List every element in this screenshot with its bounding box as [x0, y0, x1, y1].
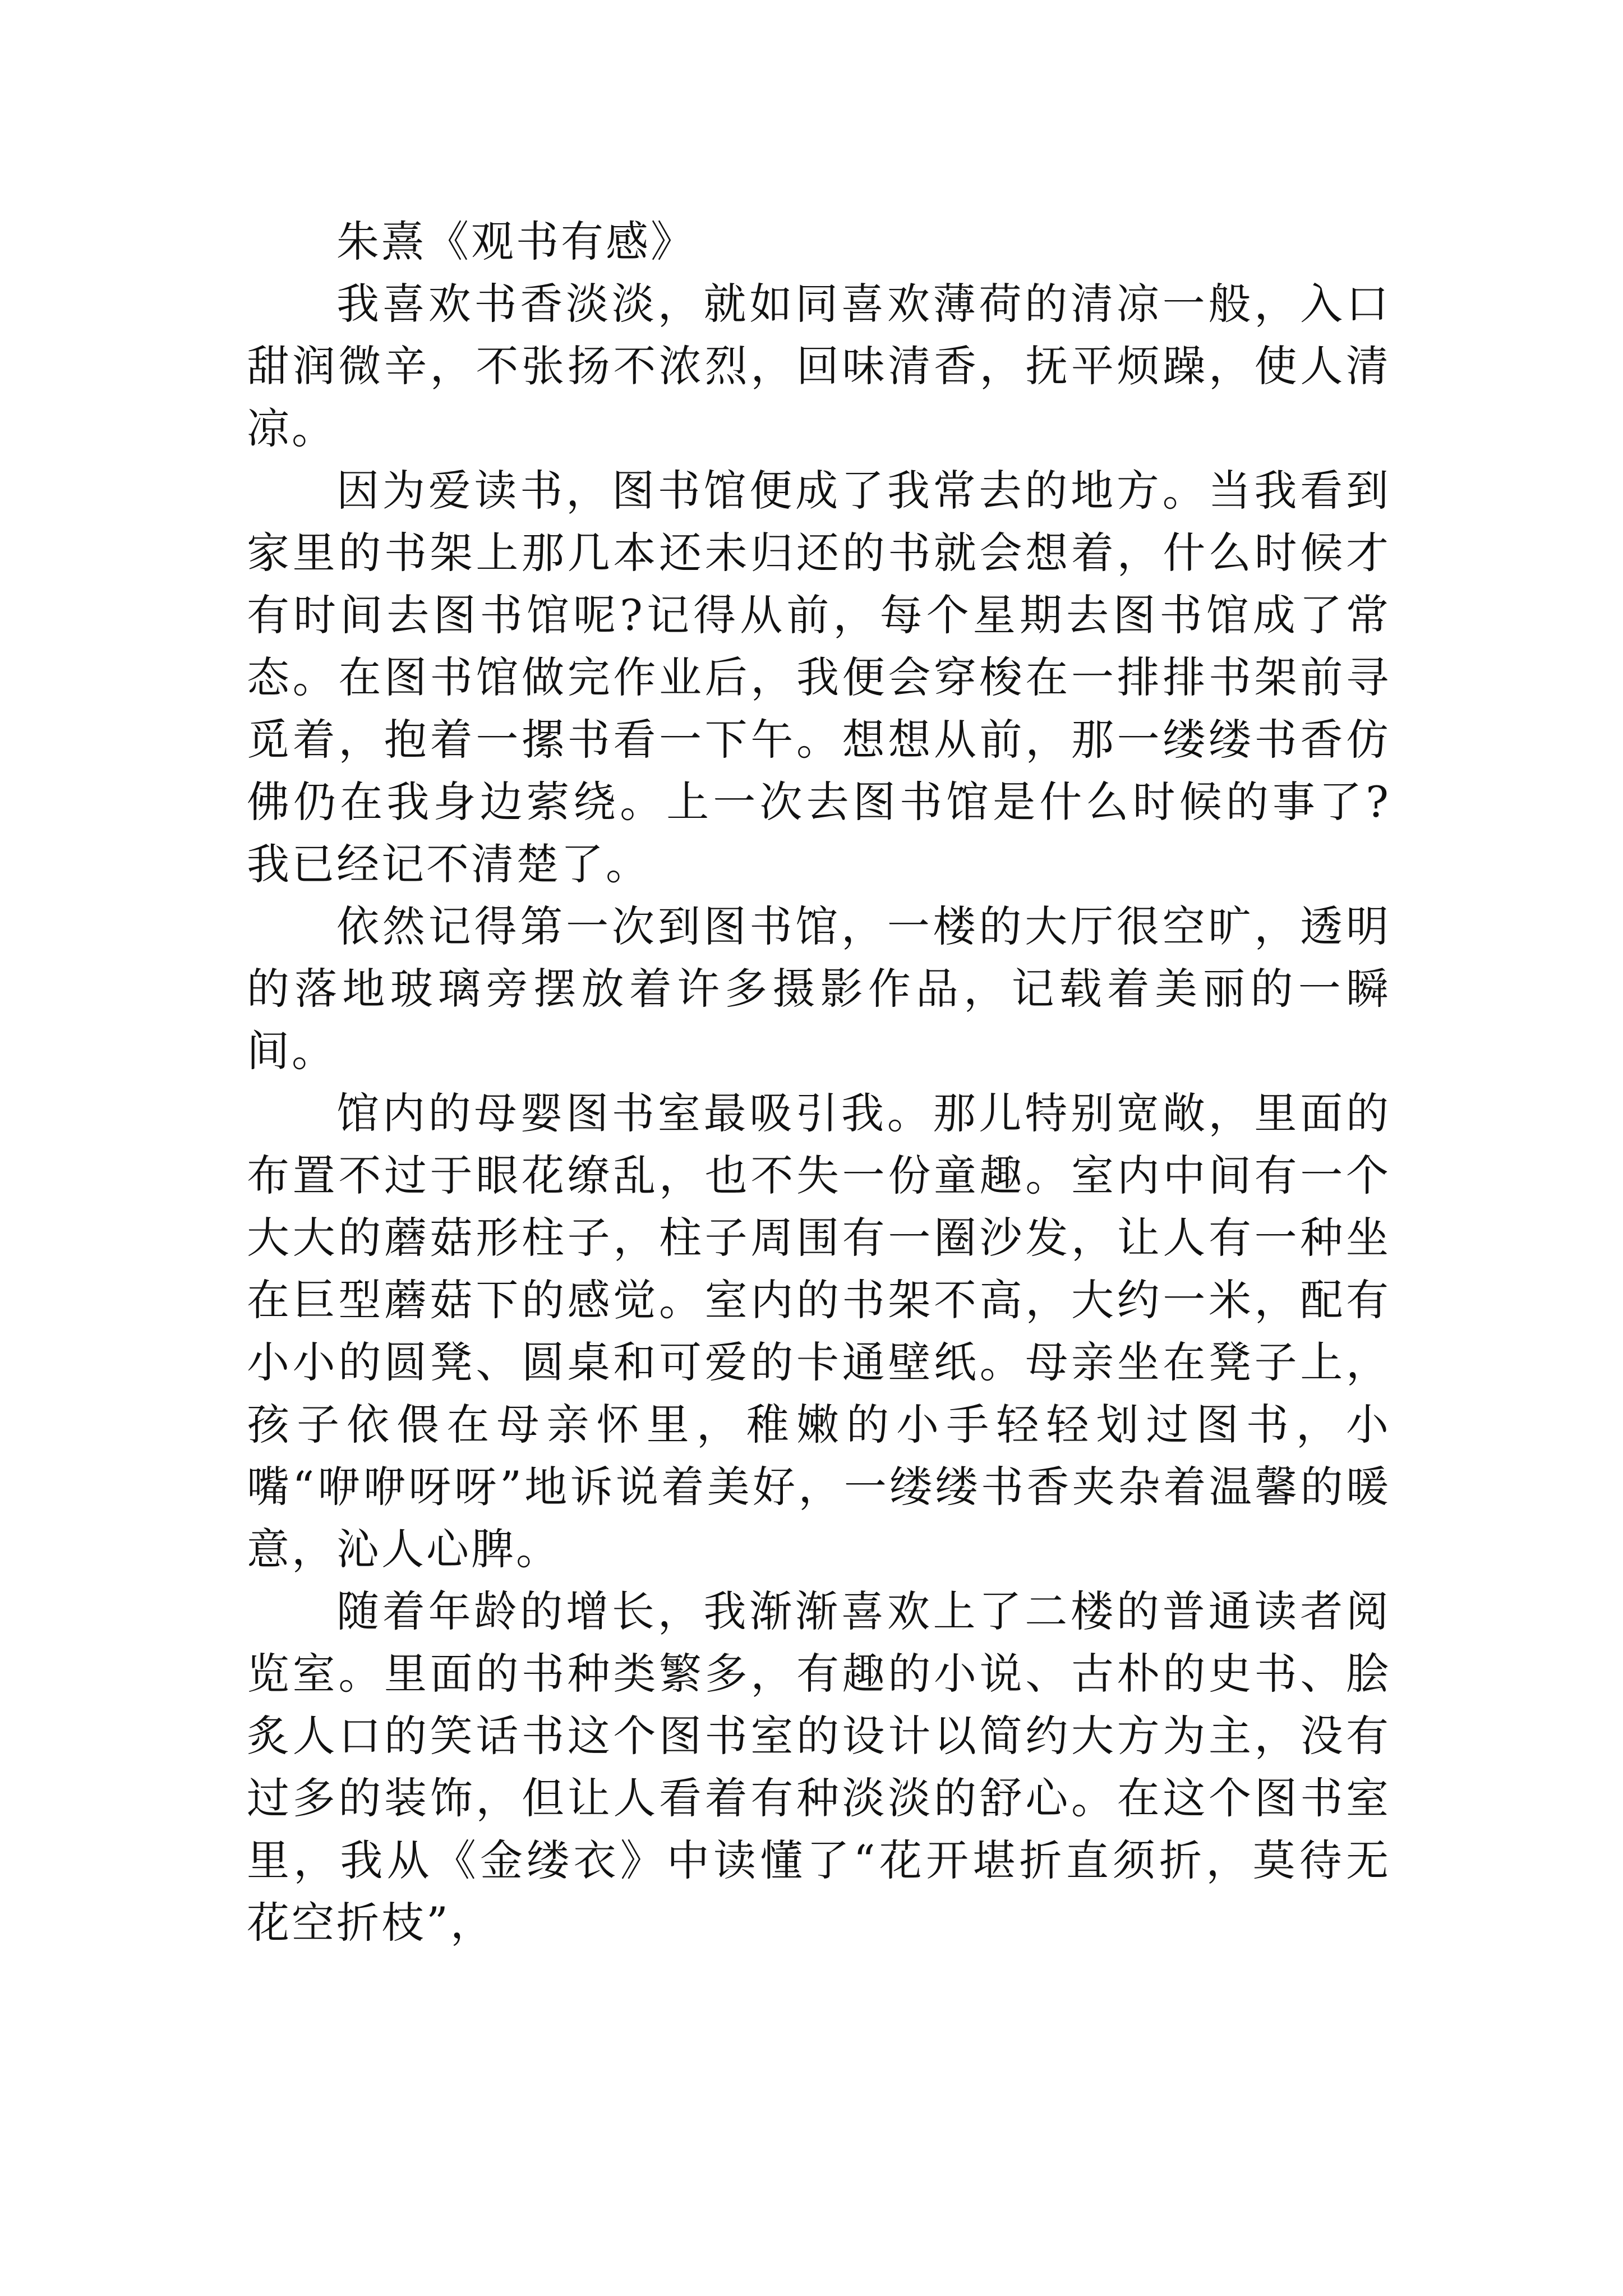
paragraph: 因为爱读书，图书馆便成了我常去的地方。当我看到家里的书架上那几本还未归还的书就会想着，什么时候才有时间去图书馆呢?记得从前，每个星期去图书馆成了常态。在图书馆做完作业后，我便会穿梭在一排排书架前寻觅着，抱着一摞书看一下午。想想从前，那一缕缕书香仿佛仍在我身边萦绕。上一次去图书馆是什么时候的事了?我已经记不清楚了。: [247, 466, 1391, 889]
paragraph: 随着年龄的增长，我渐渐喜欢上了二楼的普通读者阅览室。里面的书种类繁多，有趣的小说、古朴的史书、脍炙人口的笑话书这个图书室的设计以简约大方为主，没有过多的装饰，但让人看着有种淡淡的舒心。在这个图书室里，我从《金缕衣》中读懂了“花开堪折直须折，莫待无花空折枝”，: [247, 1586, 1391, 1948]
document-title: 朱熹《观书有感》: [336, 217, 695, 266]
paragraph: 依然记得第一次到图书馆，一楼的大厅很空旷，透明的落地玻璃旁摆放着许多摄影作品，记载着美丽的一瞬间。: [247, 901, 1391, 1076]
paragraph: 馆内的母婴图书室最吸引我。那儿特别宽敞，里面的布置不过于眼花缭乱，也不失一份童趣。室内中间有一个大大的蘑菇形柱子，柱子周围有一圈沙发，让人有一种坐在巨型蘑菇下的感觉。室内的书架不高，大约一米，配有小小的圆凳、圆桌和可爱的卡通壁纸。母亲坐在凳子上，孩子依偎在母亲怀里，稚嫩的小手轻轻划过图书，小嘴“咿咿呀呀”地诉说着美好，一缕缕书香夹杂着温馨的暖意，沁人心脾。: [247, 1088, 1391, 1574]
document-body: [247, 210, 1391, 1954]
paragraph: 我喜欢书香淡淡，就如同喜欢薄荷的清凉一般，入口甜润微辛，不张扬不浓烈，回味清香，抚平烦躁，使人清凉。: [247, 279, 1391, 453]
